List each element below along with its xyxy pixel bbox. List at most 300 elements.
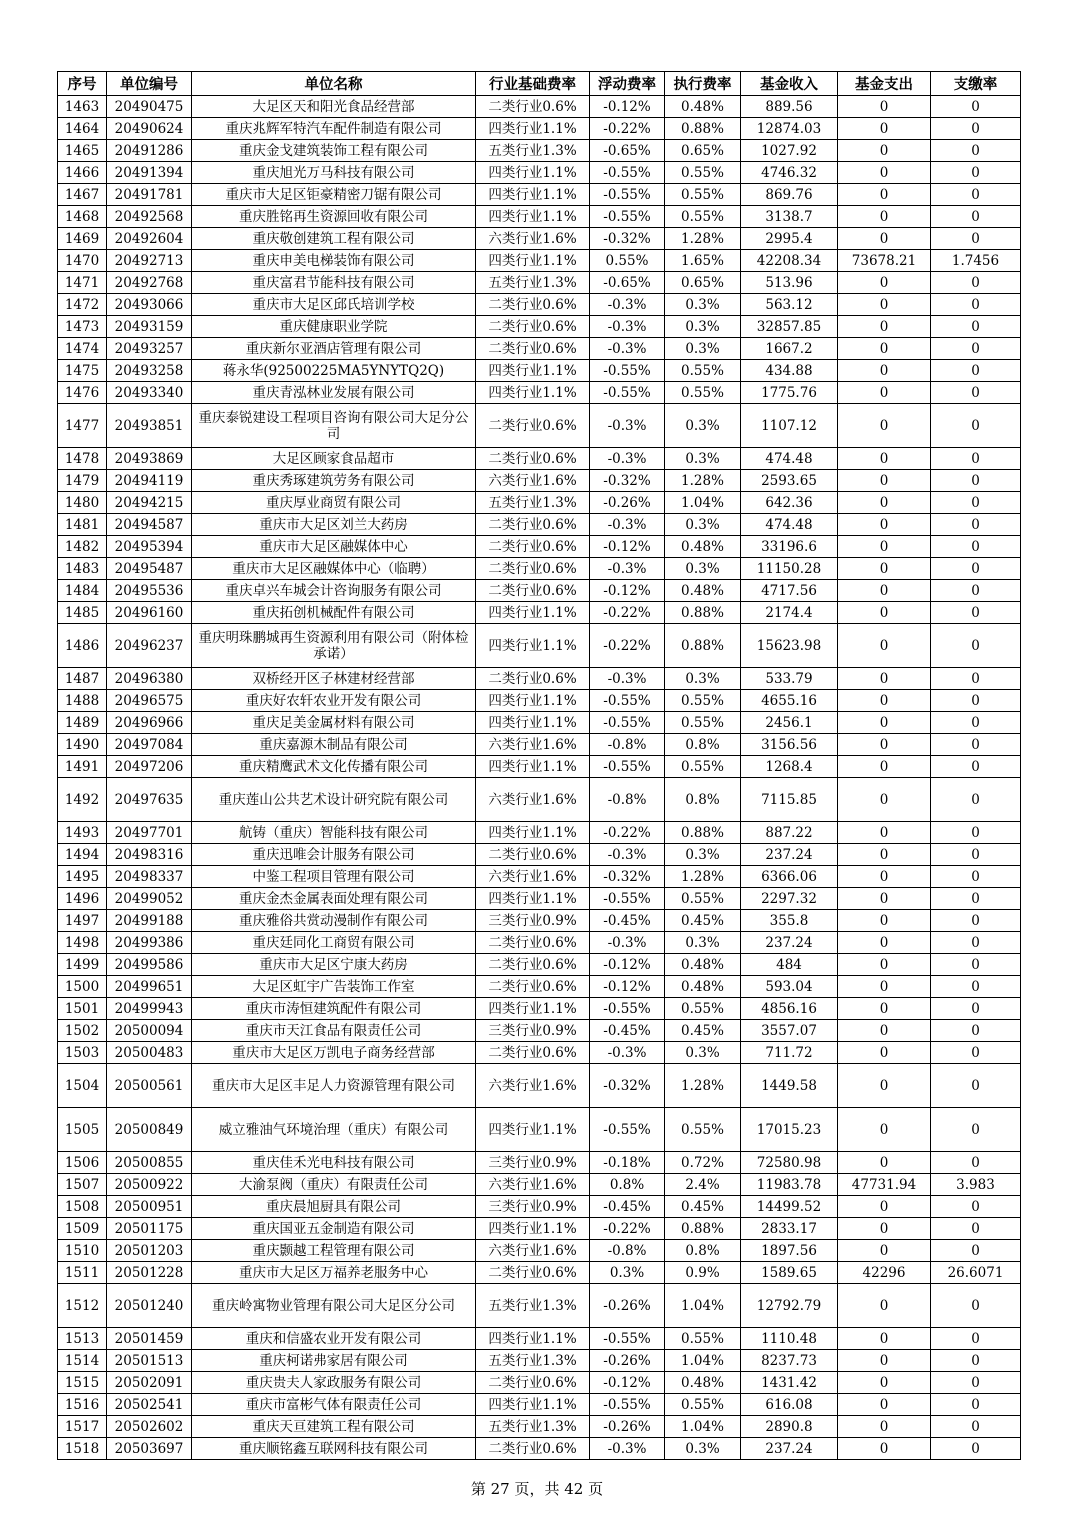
exec-rate-cell: 0.45%: [665, 910, 741, 932]
pay-ratio-cell: 0: [931, 1196, 1021, 1218]
float-rate-cell: -0.8%: [590, 1240, 665, 1262]
pay-ratio-cell: 0: [931, 360, 1021, 382]
base-rate-cell: 六类行业1.6%: [476, 228, 590, 250]
exec-rate-cell: 0.3%: [665, 1042, 741, 1064]
unit-code-cell: 20497701: [107, 822, 192, 844]
fund-income-cell: 1449.58: [741, 1064, 838, 1108]
fund-expense-cell: 0: [838, 778, 931, 822]
float-rate-cell: -0.55%: [590, 382, 665, 404]
unit-name-cell: 重庆足美金属材料有限公司: [192, 712, 476, 734]
base-rate-cell: 四类行业1.1%: [476, 602, 590, 624]
unit-name-cell: 重庆迅唯会计服务有限公司: [192, 844, 476, 866]
fund-income-cell: 1107.12: [741, 404, 838, 448]
table-row: [58, 822, 1021, 844]
fund-income-cell: 889.56: [741, 96, 838, 118]
fund-expense-cell: 0: [838, 338, 931, 360]
unit-name-cell: 双桥经开区子林建材经营部: [192, 668, 476, 690]
table-row: [58, 1174, 1021, 1196]
fund-income-cell: 2890.8: [741, 1416, 838, 1438]
fund-expense-cell: 73678.21: [838, 250, 931, 272]
unit-code-cell: 20492713: [107, 250, 192, 272]
seq-cell: 1469: [58, 228, 107, 250]
float-rate-cell: -0.45%: [590, 1196, 665, 1218]
exec-rate-cell: 0.88%: [665, 602, 741, 624]
float-rate-cell: -0.55%: [590, 756, 665, 778]
seq-cell: 1509: [58, 1218, 107, 1240]
unit-name-cell: 重庆市大足区钜豪精密刀锯有限公司: [192, 184, 476, 206]
fund-income-cell: 887.22: [741, 822, 838, 844]
seq-cell: 1471: [58, 272, 107, 294]
seq-cell: 1487: [58, 668, 107, 690]
fund-income-cell: 355.8: [741, 910, 838, 932]
fund-income-cell: 1589.65: [741, 1262, 838, 1284]
fund-income-cell: 2833.17: [741, 1218, 838, 1240]
exec-rate-cell: 0.65%: [665, 272, 741, 294]
fund-income-cell: 2297.32: [741, 888, 838, 910]
base-rate-cell: 五类行业1.3%: [476, 492, 590, 514]
unit-code-cell: 20502602: [107, 1416, 192, 1438]
unit-name-cell: 重庆莲山公共艺术设计研究院有限公司: [192, 778, 476, 822]
float-rate-cell: -0.3%: [590, 338, 665, 360]
pay-ratio-cell: 0: [931, 734, 1021, 756]
base-rate-cell: 四类行业1.1%: [476, 162, 590, 184]
float-rate-cell: -0.8%: [590, 734, 665, 756]
unit-code-cell: 20492604: [107, 228, 192, 250]
unit-code-cell: 20496575: [107, 690, 192, 712]
fund-income-cell: 513.96: [741, 272, 838, 294]
fund-income-cell: 3156.56: [741, 734, 838, 756]
unit-name-cell: 重庆市大足区宁康大药房: [192, 954, 476, 976]
fund-expense-cell: 0: [838, 448, 931, 470]
unit-name-cell: 重庆厚业商贸有限公司: [192, 492, 476, 514]
exec-rate-cell: 0.8%: [665, 778, 741, 822]
table-row: [58, 184, 1021, 206]
float-rate-cell: -0.22%: [590, 1218, 665, 1240]
fund-expense-cell: 0: [838, 998, 931, 1020]
float-rate-cell: -0.55%: [590, 1394, 665, 1416]
base-rate-cell: 三类行业0.9%: [476, 1196, 590, 1218]
exec-rate-cell: 0.88%: [665, 822, 741, 844]
fund-expense-cell: 0: [838, 1372, 931, 1394]
float-rate-cell: 0.55%: [590, 250, 665, 272]
fund-expense-cell: 0: [838, 866, 931, 888]
exec-rate-cell: 0.55%: [665, 712, 741, 734]
fund-income-cell: 12792.79: [741, 1284, 838, 1328]
unit-name-cell: 大渝泵阀（重庆）有限责任公司: [192, 1174, 476, 1196]
seq-cell: 1479: [58, 470, 107, 492]
unit-name-cell: 重庆敬创建筑工程有限公司: [192, 228, 476, 250]
fund-expense-cell: 0: [838, 822, 931, 844]
pay-ratio-cell: 0: [931, 1394, 1021, 1416]
seq-cell: 1485: [58, 602, 107, 624]
pay-ratio-cell: 0: [931, 844, 1021, 866]
header-fund-income: 基金收入: [741, 72, 838, 96]
unit-name-cell: 重庆市富彬气体有限责任公司: [192, 1394, 476, 1416]
fund-expense-cell: 0: [838, 316, 931, 338]
base-rate-cell: 二类行业0.6%: [476, 976, 590, 998]
base-rate-cell: 二类行业0.6%: [476, 932, 590, 954]
unit-name-cell: 重庆雅俗共赏动漫制作有限公司: [192, 910, 476, 932]
fund-income-cell: 3138.7: [741, 206, 838, 228]
float-rate-cell: -0.55%: [590, 206, 665, 228]
fund-income-cell: 7115.85: [741, 778, 838, 822]
unit-code-cell: 20501459: [107, 1328, 192, 1350]
pay-ratio-cell: 0: [931, 140, 1021, 162]
pay-ratio-cell: 0: [931, 822, 1021, 844]
float-rate-cell: -0.12%: [590, 976, 665, 998]
pay-ratio-cell: 0: [931, 1020, 1021, 1042]
float-rate-cell: -0.22%: [590, 602, 665, 624]
float-rate-cell: -0.45%: [590, 910, 665, 932]
pay-ratio-cell: 0: [931, 162, 1021, 184]
seq-cell: 1504: [58, 1064, 107, 1108]
fund-expense-cell: 0: [838, 1438, 931, 1460]
float-rate-cell: -0.55%: [590, 360, 665, 382]
unit-code-cell: 20500483: [107, 1042, 192, 1064]
unit-code-cell: 20496380: [107, 668, 192, 690]
float-rate-cell: -0.3%: [590, 514, 665, 536]
unit-code-cell: 20503697: [107, 1438, 192, 1460]
pay-ratio-cell: 0: [931, 954, 1021, 976]
float-rate-cell: 0.3%: [590, 1262, 665, 1284]
fund-expense-cell: 0: [838, 514, 931, 536]
fund-expense-cell: 0: [838, 690, 931, 712]
unit-name-cell: 重庆贵夫人家政服务有限公司: [192, 1372, 476, 1394]
fund-income-cell: 642.36: [741, 492, 838, 514]
exec-rate-cell: 1.04%: [665, 1350, 741, 1372]
fund-income-cell: 2174.4: [741, 602, 838, 624]
exec-rate-cell: 0.3%: [665, 404, 741, 448]
table-row: [58, 140, 1021, 162]
pay-ratio-cell: 0: [931, 272, 1021, 294]
unit-code-cell: 20492568: [107, 206, 192, 228]
seq-cell: 1472: [58, 294, 107, 316]
table-row: [58, 668, 1021, 690]
base-rate-cell: 六类行业1.6%: [476, 778, 590, 822]
table-row: [58, 272, 1021, 294]
seq-cell: 1508: [58, 1196, 107, 1218]
seq-cell: 1489: [58, 712, 107, 734]
unit-code-cell: 20496237: [107, 624, 192, 668]
seq-cell: 1463: [58, 96, 107, 118]
unit-name-cell: 中鉴工程项目管理有限公司: [192, 866, 476, 888]
table-row: [58, 360, 1021, 382]
header-pay-ratio: 支缴率: [931, 72, 1021, 96]
table-row: [58, 250, 1021, 272]
fund-income-cell: 4856.16: [741, 998, 838, 1020]
fund-income-cell: 533.79: [741, 668, 838, 690]
float-rate-cell: -0.3%: [590, 844, 665, 866]
unit-code-cell: 20497084: [107, 734, 192, 756]
base-rate-cell: 五类行业1.3%: [476, 1284, 590, 1328]
unit-code-cell: 20493159: [107, 316, 192, 338]
fund-income-cell: 2995.4: [741, 228, 838, 250]
unit-name-cell: 重庆富君节能科技有限公司: [192, 272, 476, 294]
page-footer: 第 27 页，共 42 页: [470, 1480, 604, 1498]
pay-ratio-cell: 0: [931, 976, 1021, 998]
base-rate-cell: 四类行业1.1%: [476, 712, 590, 734]
table-row: [58, 1042, 1021, 1064]
table-row: [58, 998, 1021, 1020]
unit-code-cell: 20493066: [107, 294, 192, 316]
base-rate-cell: 四类行业1.1%: [476, 624, 590, 668]
unit-name-cell: 重庆市大足区邱氏培训学校: [192, 294, 476, 316]
seq-cell: 1516: [58, 1394, 107, 1416]
unit-code-cell: 20497635: [107, 778, 192, 822]
table-row: [58, 1284, 1021, 1328]
base-rate-cell: 六类行业1.6%: [476, 1240, 590, 1262]
seq-cell: 1510: [58, 1240, 107, 1262]
float-rate-cell: -0.22%: [590, 118, 665, 140]
base-rate-cell: 六类行业1.6%: [476, 734, 590, 756]
unit-code-cell: 20497206: [107, 756, 192, 778]
table-row: [58, 228, 1021, 250]
seq-cell: 1494: [58, 844, 107, 866]
table-row: [58, 888, 1021, 910]
unit-code-cell: 20499943: [107, 998, 192, 1020]
base-rate-cell: 六类行业1.6%: [476, 470, 590, 492]
exec-rate-cell: 0.88%: [665, 1218, 741, 1240]
pay-ratio-cell: 0: [931, 866, 1021, 888]
fund-income-cell: 11983.78: [741, 1174, 838, 1196]
unit-code-cell: 20493869: [107, 448, 192, 470]
table-row: [58, 1218, 1021, 1240]
float-rate-cell: -0.55%: [590, 162, 665, 184]
fund-expense-cell: 0: [838, 162, 931, 184]
fund-income-cell: 869.76: [741, 184, 838, 206]
base-rate-cell: 五类行业1.3%: [476, 1350, 590, 1372]
table-row: [58, 162, 1021, 184]
float-rate-cell: -0.32%: [590, 228, 665, 250]
seq-cell: 1495: [58, 866, 107, 888]
unit-name-cell: 重庆好农轩农业开发有限公司: [192, 690, 476, 712]
base-rate-cell: 二类行业0.6%: [476, 514, 590, 536]
unit-code-cell: 20501228: [107, 1262, 192, 1284]
seq-cell: 1502: [58, 1020, 107, 1042]
unit-code-cell: 20490475: [107, 96, 192, 118]
fund-income-cell: 42208.34: [741, 250, 838, 272]
pay-ratio-cell: 0: [931, 1064, 1021, 1108]
unit-name-cell: 重庆健康职业学院: [192, 316, 476, 338]
fund-expense-cell: 0: [838, 888, 931, 910]
table-row: [58, 404, 1021, 448]
fund-expense-cell: 42296: [838, 1262, 931, 1284]
float-rate-cell: -0.32%: [590, 470, 665, 492]
base-rate-cell: 四类行业1.1%: [476, 998, 590, 1020]
unit-name-cell: 重庆嘉源木制品有限公司: [192, 734, 476, 756]
unit-code-cell: 20499586: [107, 954, 192, 976]
unit-name-cell: 重庆市涛恒建筑配件有限公司: [192, 998, 476, 1020]
exec-rate-cell: 0.3%: [665, 1438, 741, 1460]
seq-cell: 1505: [58, 1108, 107, 1152]
exec-rate-cell: 0.55%: [665, 690, 741, 712]
fund-expense-cell: 0: [838, 184, 931, 206]
unit-code-cell: 20498337: [107, 866, 192, 888]
table-row: [58, 932, 1021, 954]
exec-rate-cell: 0.3%: [665, 844, 741, 866]
base-rate-cell: 二类行业0.6%: [476, 404, 590, 448]
fund-expense-cell: 0: [838, 602, 931, 624]
exec-rate-cell: 0.55%: [665, 888, 741, 910]
fund-expense-cell: 0: [838, 470, 931, 492]
table-row: [58, 470, 1021, 492]
base-rate-cell: 二类行业0.6%: [476, 338, 590, 360]
float-rate-cell: -0.22%: [590, 822, 665, 844]
float-rate-cell: -0.65%: [590, 272, 665, 294]
table-row: [58, 690, 1021, 712]
float-rate-cell: -0.26%: [590, 1416, 665, 1438]
base-rate-cell: 四类行业1.1%: [476, 888, 590, 910]
fund-expense-cell: 0: [838, 1152, 931, 1174]
fund-expense-cell: 0: [838, 932, 931, 954]
float-rate-cell: -0.55%: [590, 712, 665, 734]
fund-expense-cell: 0: [838, 844, 931, 866]
unit-code-cell: 20501513: [107, 1350, 192, 1372]
unit-code-cell: 20499188: [107, 910, 192, 932]
base-rate-cell: 五类行业1.3%: [476, 272, 590, 294]
fund-expense-cell: 0: [838, 1350, 931, 1372]
seq-cell: 1474: [58, 338, 107, 360]
base-rate-cell: 二类行业0.6%: [476, 316, 590, 338]
seq-cell: 1476: [58, 382, 107, 404]
unit-code-cell: 20496160: [107, 602, 192, 624]
exec-rate-cell: 0.48%: [665, 976, 741, 998]
table-row: [58, 1196, 1021, 1218]
float-rate-cell: -0.55%: [590, 998, 665, 1020]
unit-code-cell: 20490624: [107, 118, 192, 140]
pay-ratio-cell: 0: [931, 888, 1021, 910]
base-rate-cell: 四类行业1.1%: [476, 1394, 590, 1416]
exec-rate-cell: 1.04%: [665, 492, 741, 514]
unit-code-cell: 20491286: [107, 140, 192, 162]
base-rate-cell: 二类行业0.6%: [476, 580, 590, 602]
fund-expense-cell: 0: [838, 1196, 931, 1218]
unit-code-cell: 20501203: [107, 1240, 192, 1262]
float-rate-cell: -0.12%: [590, 1372, 665, 1394]
float-rate-cell: -0.55%: [590, 690, 665, 712]
seq-cell: 1499: [58, 954, 107, 976]
base-rate-cell: 二类行业0.6%: [476, 1438, 590, 1460]
fund-income-cell: 8237.73: [741, 1350, 838, 1372]
unit-name-cell: 重庆市大足区融媒体中心: [192, 536, 476, 558]
float-rate-cell: 0.8%: [590, 1174, 665, 1196]
table-row: [58, 1020, 1021, 1042]
seq-cell: 1514: [58, 1350, 107, 1372]
unit-code-cell: 20496966: [107, 712, 192, 734]
base-rate-cell: 二类行业0.6%: [476, 536, 590, 558]
float-rate-cell: -0.3%: [590, 404, 665, 448]
fund-expense-cell: 0: [838, 140, 931, 162]
exec-rate-cell: 0.45%: [665, 1020, 741, 1042]
table-row: [58, 1240, 1021, 1262]
exec-rate-cell: 0.72%: [665, 1152, 741, 1174]
fund-income-cell: 11150.28: [741, 558, 838, 580]
exec-rate-cell: 0.8%: [665, 734, 741, 756]
table-row: [58, 1438, 1021, 1460]
seq-cell: 1496: [58, 888, 107, 910]
exec-rate-cell: 0.55%: [665, 1328, 741, 1350]
fund-income-cell: 72580.98: [741, 1152, 838, 1174]
fund-expense-cell: 0: [838, 272, 931, 294]
unit-name-cell: 重庆明珠鹏城再生资源利用有限公司（附体检承诺）: [192, 624, 476, 668]
fund-income-cell: 484: [741, 954, 838, 976]
pay-ratio-cell: 0: [931, 1042, 1021, 1064]
seq-cell: 1477: [58, 404, 107, 448]
unit-name-cell: 重庆颢越工程管理有限公司: [192, 1240, 476, 1262]
seq-cell: 1493: [58, 822, 107, 844]
float-rate-cell: -0.3%: [590, 1042, 665, 1064]
exec-rate-cell: 1.28%: [665, 228, 741, 250]
seq-cell: 1501: [58, 998, 107, 1020]
fund-expense-cell: 0: [838, 734, 931, 756]
pay-ratio-cell: 0: [931, 1416, 1021, 1438]
exec-rate-cell: 0.55%: [665, 1108, 741, 1152]
exec-rate-cell: 0.9%: [665, 1262, 741, 1284]
fund-income-cell: 237.24: [741, 1438, 838, 1460]
float-rate-cell: -0.32%: [590, 1064, 665, 1108]
unit-code-cell: 20500855: [107, 1152, 192, 1174]
float-rate-cell: -0.3%: [590, 448, 665, 470]
table-row: [58, 558, 1021, 580]
fund-expense-cell: 0: [838, 624, 931, 668]
exec-rate-cell: 0.3%: [665, 448, 741, 470]
exec-rate-cell: 0.48%: [665, 536, 741, 558]
unit-name-cell: 重庆顺铭鑫互联网科技有限公司: [192, 1438, 476, 1460]
base-rate-cell: 三类行业0.9%: [476, 910, 590, 932]
fund-income-cell: 474.48: [741, 448, 838, 470]
pay-ratio-cell: 0: [931, 118, 1021, 140]
unit-code-cell: 20500094: [107, 1020, 192, 1042]
fund-expense-cell: 0: [838, 976, 931, 998]
unit-name-cell: 重庆卓兴车城会计咨询服务有限公司: [192, 580, 476, 602]
seq-cell: 1480: [58, 492, 107, 514]
seq-cell: 1490: [58, 734, 107, 756]
unit-code-cell: 20491781: [107, 184, 192, 206]
table-row: [58, 338, 1021, 360]
header-base-rate: 行业基础费率: [476, 72, 590, 96]
unit-name-cell: 重庆市大足区万凯电子商务经营部: [192, 1042, 476, 1064]
unit-name-cell: 重庆新尔亚酒店管理有限公司: [192, 338, 476, 360]
table-row: [58, 976, 1021, 998]
fund-income-cell: 711.72: [741, 1042, 838, 1064]
fund-expense-cell: 0: [838, 404, 931, 448]
fund-income-cell: 237.24: [741, 844, 838, 866]
pay-ratio-cell: 0: [931, 932, 1021, 954]
base-rate-cell: 五类行业1.3%: [476, 140, 590, 162]
header-fund-expense: 基金支出: [838, 72, 931, 96]
base-rate-cell: 六类行业1.6%: [476, 1174, 590, 1196]
seq-cell: 1478: [58, 448, 107, 470]
unit-name-cell: 重庆和信盛农业开发有限公司: [192, 1328, 476, 1350]
table-row: [58, 536, 1021, 558]
exec-rate-cell: 0.3%: [665, 558, 741, 580]
base-rate-cell: 三类行业0.9%: [476, 1152, 590, 1174]
unit-name-cell: 重庆柯诺弗家居有限公司: [192, 1350, 476, 1372]
exec-rate-cell: 0.3%: [665, 294, 741, 316]
seq-cell: 1507: [58, 1174, 107, 1196]
unit-name-cell: 重庆金杰金属表面处理有限公司: [192, 888, 476, 910]
base-rate-cell: 六类行业1.6%: [476, 866, 590, 888]
table-row: [58, 580, 1021, 602]
float-rate-cell: -0.3%: [590, 558, 665, 580]
unit-name-cell: 重庆市大足区万福养老服务中心: [192, 1262, 476, 1284]
float-rate-cell: -0.55%: [590, 888, 665, 910]
float-rate-cell: -0.55%: [590, 1328, 665, 1350]
pay-ratio-cell: 0: [931, 910, 1021, 932]
unit-code-cell: 20495394: [107, 536, 192, 558]
exec-rate-cell: 1.65%: [665, 250, 741, 272]
exec-rate-cell: 1.04%: [665, 1284, 741, 1328]
